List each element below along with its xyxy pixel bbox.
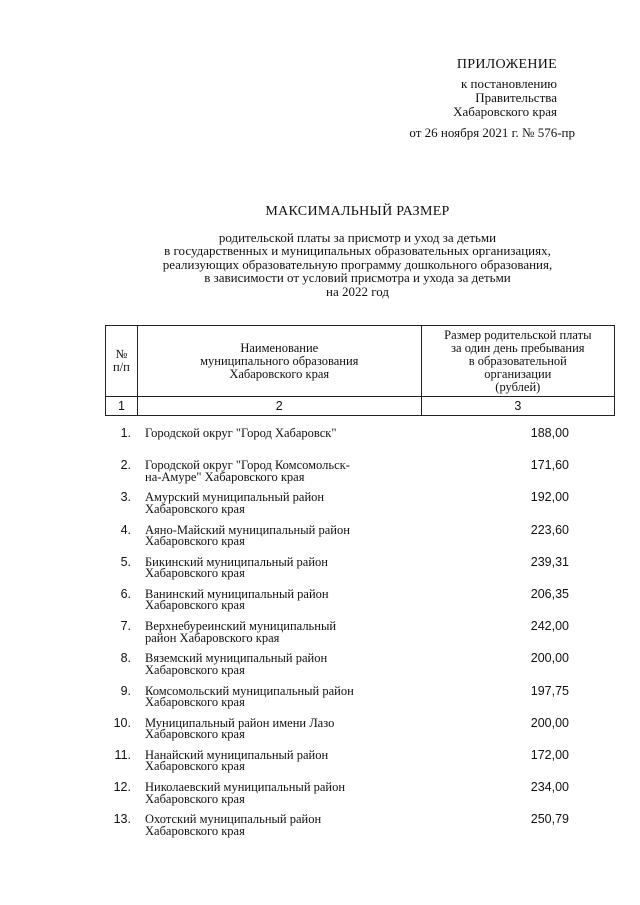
decree-date: от 26 ноября 2021 г. № 576-пр <box>409 125 575 140</box>
column-number-2: 2 <box>137 397 421 416</box>
municipality-name-line: Хабаровского края <box>145 598 245 613</box>
municipality-name <box>145 683 407 715</box>
fee-value: 250,79 <box>530 812 569 827</box>
fee-value: 200,00 <box>530 651 569 666</box>
table-row <box>105 489 615 521</box>
municipality-name-line: Хабаровского края <box>145 501 245 516</box>
row-number: 6. <box>120 586 131 601</box>
header-num <box>106 326 138 397</box>
municipality-name <box>145 811 407 843</box>
fee-value: 172,00 <box>530 747 569 762</box>
header-fee-line: Размер родительской платы <box>444 327 592 342</box>
municipality-name-line: Хабаровского края <box>145 534 245 549</box>
municipality-name-line: Хабаровского края <box>145 727 245 742</box>
municipality-name <box>145 779 407 811</box>
fee-value: 234,00 <box>530 780 569 795</box>
header-fee-line: организации <box>484 366 552 381</box>
table-row <box>105 425 615 457</box>
row-number: 3. <box>120 490 131 505</box>
fee-value: 171,60 <box>530 458 569 473</box>
municipality-name <box>145 747 407 779</box>
municipality-name <box>145 425 407 457</box>
fee-table-body <box>105 425 615 843</box>
municipality-name <box>145 586 407 618</box>
table-row <box>105 586 615 618</box>
municipality-name-line: Нанайский муниципальный район <box>145 747 329 762</box>
municipality-name <box>145 522 407 554</box>
row-number: 4. <box>120 522 131 537</box>
row-number: 9. <box>120 683 131 698</box>
row-number: 13. <box>113 812 131 827</box>
municipality-name-line: Хабаровского края <box>145 695 245 709</box>
municipality-name <box>145 457 407 489</box>
municipality-name <box>145 489 407 521</box>
municipality-name-line: Охотский муниципальный район <box>145 812 322 827</box>
table-row <box>105 683 615 715</box>
municipality-name-line: Хабаровского края <box>145 759 245 774</box>
row-number: 2. <box>120 458 131 473</box>
header-name-line: муниципального образования <box>200 353 359 368</box>
municipality-name-line: Хабаровского края <box>145 566 245 581</box>
document-heading: МАКСИМАЛЬНЫЙ РАЗМЕР <box>265 204 450 219</box>
fee-value: 200,00 <box>530 715 569 730</box>
fee-value: 197,75 <box>530 683 569 698</box>
fee-table-header <box>105 325 615 416</box>
appendix-block <box>400 58 575 140</box>
municipality-name <box>145 715 407 747</box>
fee-value: 242,00 <box>530 619 569 634</box>
table-row <box>105 457 615 489</box>
header-num-line: п/п <box>113 360 130 374</box>
table-row <box>105 715 615 747</box>
header-fee-line: в образовательной <box>468 353 567 368</box>
header-num-line: № <box>115 347 128 361</box>
header-fee-line: за один день пребывания <box>451 340 585 355</box>
subtitle-line: в зависимости от условий присмотра и ухода за детьми <box>204 270 511 285</box>
subtitle-line: на 2022 год <box>326 283 389 299</box>
municipality-name-line: Вяземский муниципальный район <box>145 651 328 666</box>
fee-value: 188,00 <box>530 426 569 440</box>
municipality-name-line: Городской округ "Город Комсомольск- <box>145 458 350 473</box>
column-number-3: 3 <box>421 397 614 416</box>
row-number: 8. <box>120 651 131 666</box>
table-row <box>105 747 615 779</box>
header-name-line: Хабаровского края <box>229 366 330 381</box>
municipality-name-line: Ванинский муниципальный район <box>145 586 329 601</box>
municipality-name-line: на-Амуре" Хабаровского края <box>145 469 305 484</box>
municipality-name <box>145 650 407 682</box>
municipality-name <box>145 618 407 650</box>
municipality-name-line: Аяно-Майский муниципальный район <box>145 522 350 537</box>
appendix-line-2: Правительства <box>475 90 557 105</box>
table-row <box>105 618 615 650</box>
municipality-name-line: Верхнебуреинский муниципальный <box>145 619 337 634</box>
document-title-block <box>100 205 615 298</box>
fee-value: 239,31 <box>530 554 569 569</box>
table-row <box>105 650 615 682</box>
municipality-name-line: Хабаровского края <box>145 791 245 806</box>
municipality-name-line: район Хабаровского края <box>145 630 280 645</box>
header-fee-line: (рублей) <box>495 379 541 394</box>
appendix-line-3: Хабаровского края <box>453 104 557 119</box>
table-row <box>105 554 615 586</box>
municipality-name-line: Комсомольский муниципальный район <box>145 683 354 698</box>
municipality-name-line: Хабаровского края <box>145 823 245 838</box>
appendix-title: ПРИЛОЖЕНИЕ <box>456 57 557 72</box>
row-number: 12. <box>113 780 131 795</box>
row-number: 7. <box>120 619 131 634</box>
municipality-name-line: Бикинский муниципальный район <box>145 554 328 569</box>
fee-value: 192,00 <box>530 490 569 505</box>
municipality-name-line: Хабаровского края <box>145 662 245 677</box>
row-number: 11. <box>114 747 131 762</box>
row-number: 10. <box>113 715 131 730</box>
fee-value: 206,35 <box>530 586 569 601</box>
municipality-name <box>145 554 407 586</box>
subtitle-line: реализующих образовательную программу дошкольного образования, <box>162 256 553 272</box>
table-row <box>105 811 615 843</box>
header-name <box>137 326 421 397</box>
header-fee <box>421 326 614 397</box>
appendix-line-1: к постановлению <box>460 76 557 91</box>
header-name-line: Наименование <box>240 340 319 355</box>
subtitle-line: родительской платы за присмотр и уход за детьми <box>218 229 497 245</box>
row-number: 5. <box>120 554 131 569</box>
municipality-name-line: Муниципальный район имени Лазо <box>145 715 335 730</box>
row-number: 1. <box>120 426 131 440</box>
column-number-1: 1 <box>106 397 138 416</box>
municipality-name-line: Городской округ "Город Хабаровск" <box>145 426 337 440</box>
municipality-name-line: Амурский муниципальный район <box>145 490 325 505</box>
table-row <box>105 522 615 554</box>
municipality-name-line: Николаевский муниципальный район <box>145 780 346 795</box>
fee-value: 223,60 <box>530 522 569 537</box>
table-row <box>105 779 615 811</box>
subtitle-line: в государственных и муниципальных образовательных организациях, <box>164 243 551 258</box>
